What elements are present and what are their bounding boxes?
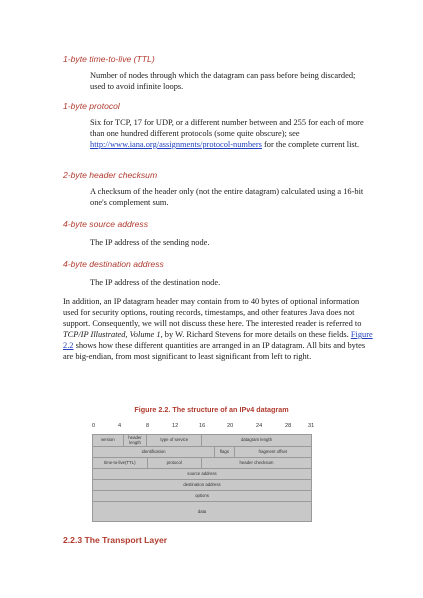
field-desc-ttl: Number of nodes through which the datagram can pass before being discarded; used to avoid infinite loops. [90, 71, 356, 91]
ttl-field: time-to-live(TTL) [93, 458, 148, 469]
datagram-row [93, 491, 311, 502]
destination-address-field: destination address [93, 480, 311, 491]
data-field: data [197, 508, 207, 514]
bit-number-scale [0, 423, 423, 433]
type-of-service-field: type of service [147, 435, 202, 447]
field-desc-protocol [90, 117, 372, 150]
bit-label: 8 [146, 423, 150, 429]
book-title: TCP/IP Illustrated, Volume 1 [63, 330, 161, 339]
field-term-checksum: 2-byte header checksum [63, 170, 158, 180]
paragraph-text-1: In addition, an IP datagram header may contain from to 40 bytes of optional information used for security options, routing records, timestamps, and other features Java does not support. Consequently, we will not discuss these here. The interested reader is referred to [63, 297, 362, 328]
bit-label: 12 [172, 423, 179, 429]
paragraph-text-3: shows how these different quantities are arranged in an IP datagram. All bits and bytes are big-endian, from most significant to least significant from left to right. [63, 341, 366, 361]
field-term-protocol: 1-byte protocol [63, 101, 120, 111]
figure-caption: Figure 2.2. The structure of an IPv4 datagram [134, 405, 289, 414]
ipv4-datagram-diagram [92, 434, 312, 522]
bit-label: 4 [118, 423, 122, 429]
protocol-numbers-link[interactable]: http://www.iana.org/assignments/protocol-numbers [90, 140, 262, 149]
paragraph-text-2: , by W. Richard Stevens for more details on these fields. [160, 330, 351, 339]
header-checksum-field: header checksum [202, 458, 311, 469]
datagram-row [93, 469, 311, 480]
bit-label: 31 [308, 423, 315, 429]
datagram-row [93, 480, 311, 491]
fragment-offset-field: fragment offset [235, 447, 311, 458]
datagram-length-field: datagram length [202, 435, 311, 447]
field-desc-checksum: A checksum of the header only (not the entire datagram) calculated using a 16-bit one's complement sum. [90, 187, 364, 207]
bit-label: 28 [285, 423, 292, 429]
header-length-field: header length [124, 435, 148, 447]
source-address-field: source address [93, 469, 311, 480]
datagram-row [93, 458, 311, 469]
bit-label: 0 [92, 423, 96, 429]
field-desc-destination: The IP address of the destination node. [90, 278, 221, 287]
options-field: options [93, 491, 311, 502]
datagram-row [93, 502, 311, 522]
section-heading: 2.2.3 The Transport Layer [63, 535, 168, 545]
protocol-field: protocol [148, 458, 203, 469]
protocol-desc-text: Six for TCP, 17 for UDP, or a different number between and 255 for each of more than one hundred different protocols (some quite obscure); see [90, 118, 364, 138]
datagram-row [93, 447, 311, 458]
protocol-desc-text-end: for the complete current list. [261, 140, 360, 149]
field-term-source: 4-byte source address [63, 219, 149, 229]
datagram-row [93, 435, 311, 447]
figure-link[interactable]: Figure 2.2 [63, 330, 373, 350]
bit-label: 24 [256, 423, 263, 429]
bit-label: 16 [199, 423, 206, 429]
version-field: version [93, 435, 124, 447]
field-desc-source: The IP address of the sending node. [90, 238, 210, 247]
bit-label: 20 [227, 423, 234, 429]
flags-field: flags [215, 447, 235, 458]
field-term-ttl: 1-byte time-to-live (TTL) [63, 54, 155, 64]
field-term-destination: 4-byte destination address [63, 259, 164, 269]
body-paragraph [63, 296, 373, 362]
identification-field: identification [93, 447, 215, 458]
